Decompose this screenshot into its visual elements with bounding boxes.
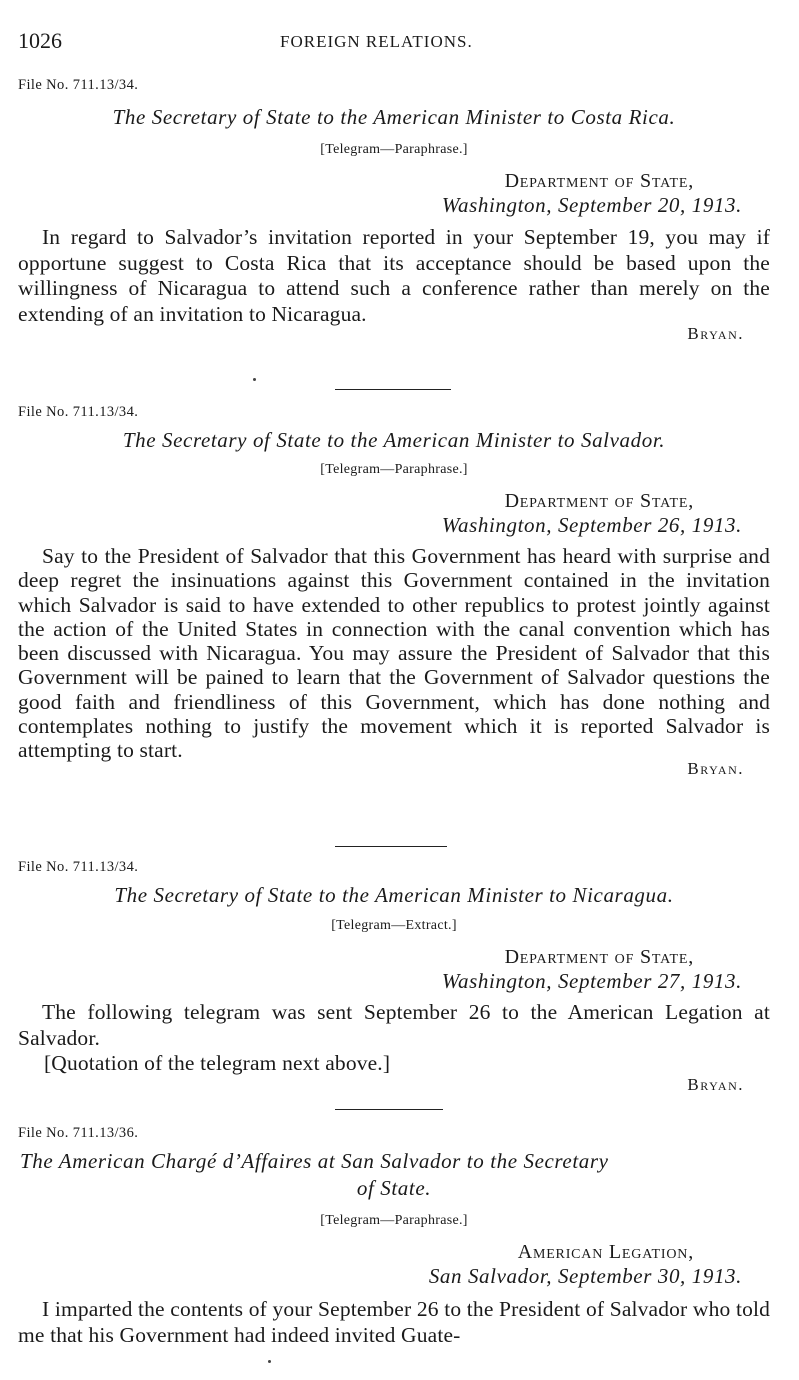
telegram-salvador xyxy=(18,403,770,779)
body-paragraph: [Quotation of the telegram next above.] xyxy=(44,1051,391,1076)
body-paragraph: I imparted the contents of your September 26 to the President of Salvador who told me that his Government had indeed invited Guate- xyxy=(18,1297,770,1347)
sender-office: Department of State, xyxy=(504,490,694,512)
signature: Bryan. xyxy=(687,324,744,344)
file-number: File No. 711.13/36. xyxy=(18,1125,139,1141)
dateline: San Salvador, September 30, 1913. xyxy=(428,1264,742,1288)
section-divider xyxy=(335,1109,443,1110)
running-head xyxy=(18,28,778,54)
dateline: Washington, September 27, 1913. xyxy=(441,969,742,993)
signature: Bryan. xyxy=(687,758,744,778)
running-head-title: FOREIGN RELATIONS. xyxy=(280,32,473,51)
telegram-kind: [Telegram—Paraphrase.] xyxy=(320,142,468,157)
dateline: Washington, September 20, 1913. xyxy=(441,193,742,217)
dateline: Washington, September 26, 1913. xyxy=(441,513,742,537)
document-heading: The Secretary of State to the American Minister to Costa Rica. xyxy=(112,105,676,129)
telegram-charge-salvador xyxy=(18,1124,770,1348)
telegram-nicaragua xyxy=(18,858,770,1095)
document-heading: The American Chargé d’Affaires at San Salvador to the Secretary xyxy=(20,1149,609,1173)
telegram-kind: [Telegram—Paraphrase.] xyxy=(320,1213,468,1228)
file-number: File No. 711.13/34. xyxy=(18,77,139,93)
document-heading: The Secretary of State to the American Minister to Nicaragua. xyxy=(114,883,674,907)
telegram-costa-rica xyxy=(18,76,770,344)
document-heading-continued: of State. xyxy=(356,1176,432,1200)
body-paragraph: Say to the President of Salvador that this Government has heard with surprise and deep regret the insinuations against this Government contained in the invitation which Salvador is said to have extended to other republics to protest jointly against the action of the United States in connection with the canal convention which has been discussed with Nicaragua. You may assure the President of Salvador that this Government will be pained to learn that the Government of Salvador questions the good faith and friendliness of this Government, which has done nothing and contemplates nothing to justify the movement which it is reported Salvador is attempting to start. xyxy=(18,544,770,763)
sender-office: American Legation, xyxy=(517,1241,694,1263)
print-speck xyxy=(268,1360,271,1363)
body-paragraph: The following telegram was sent September 26 to the American Legation at Salvador. xyxy=(18,1000,770,1050)
document-heading: The Secretary of State to the American Minister to Salvador. xyxy=(122,428,666,452)
signature: Bryan. xyxy=(687,1074,744,1094)
file-number: File No. 711.13/34. xyxy=(18,859,139,875)
telegram-kind: [Telegram—Extract.] xyxy=(331,918,457,933)
print-speck xyxy=(253,378,256,381)
sender-office: Department of State, xyxy=(504,170,694,192)
body-paragraph: In regard to Salvador’s invitation reported in your September 19, you may if opportune suggest to Costa Rica that its acceptance should be based upon the willingness of Nicaragua to attend such a conference rather than merely on the extending of an invitation to Nicaragua. xyxy=(18,225,770,326)
section-divider xyxy=(335,389,451,390)
telegram-kind: [Telegram—Paraphrase.] xyxy=(320,462,468,477)
sender-office: Department of State, xyxy=(504,946,694,968)
page-number: 1026 xyxy=(18,28,62,53)
section-divider xyxy=(335,846,447,847)
file-number: File No. 711.13/34. xyxy=(18,404,139,420)
